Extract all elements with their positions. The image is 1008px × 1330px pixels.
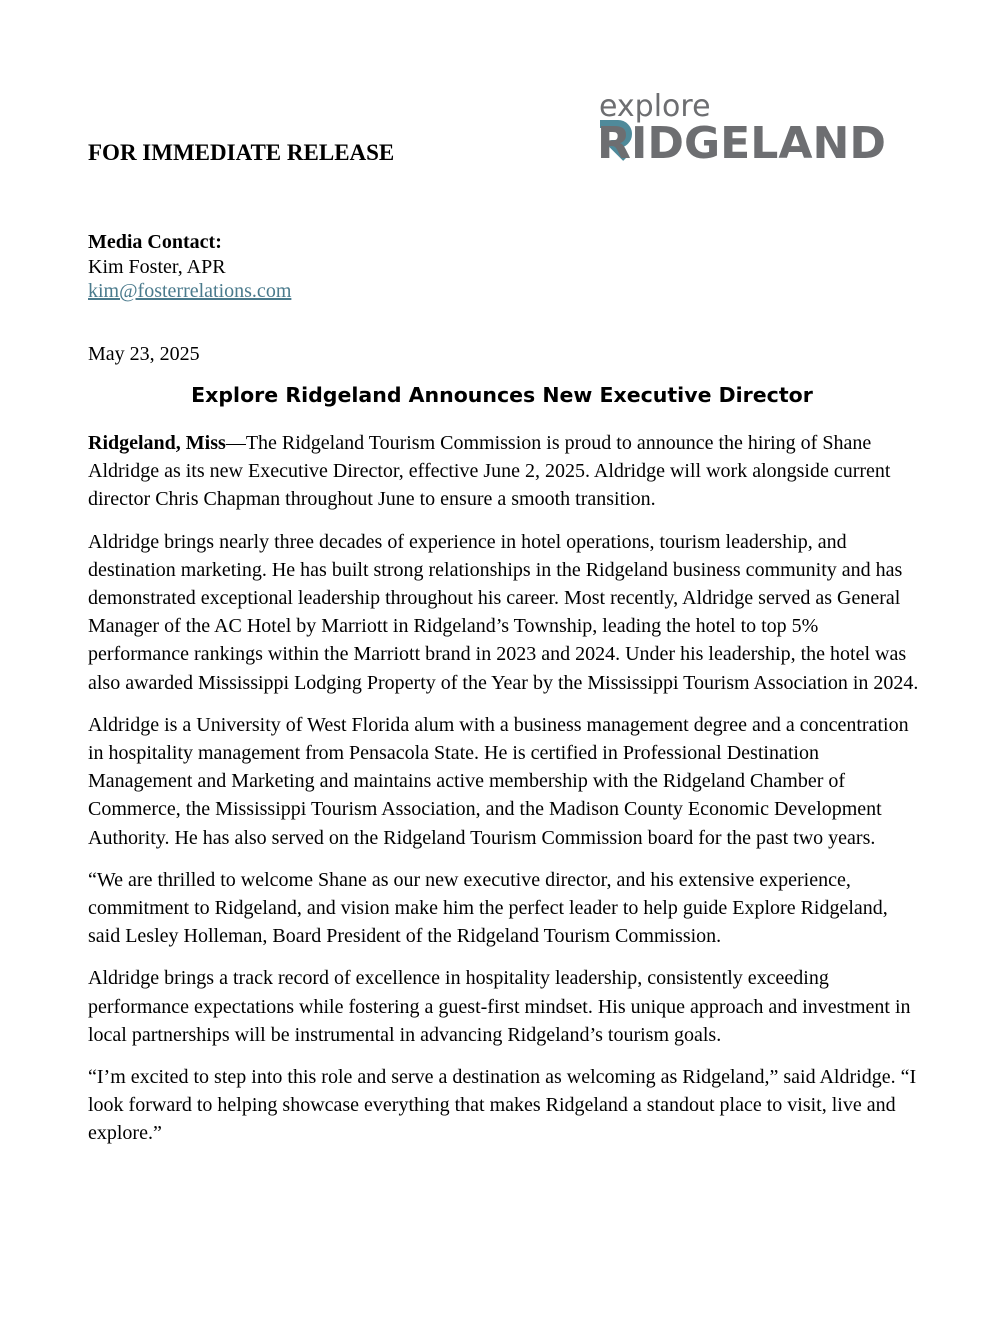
article-body bbox=[88, 429, 920, 1162]
paragraph-1-text: —The Ridgeland Tourism Commission is proud to announce the hiring of Shane Aldridge as its new Executive Director, effective June 2, 2025. Aldridge will work alongside current director Chris Chapman throughout June to ensure a smooth transition. bbox=[88, 432, 891, 511]
explore-ridgeland-logo bbox=[596, 88, 896, 164]
logo-top-word: explore bbox=[599, 89, 711, 124]
paragraph-5: Aldridge brings a track record of excellence in hospitality leadership, consistently exceeding performance expectations while fostering a guest-first mindset. His unique approach and investment in local partnerships will be instrumental in advancing Ridgeland’s tourism goals. bbox=[88, 967, 911, 1046]
logo-mark bbox=[596, 88, 896, 164]
paragraph-6: “I’m excited to step into this role and serve a destination as welcoming as Ridgeland,” said Aldridge. “I look forward to helping showcase everything that makes Ridgeland a standout place to visit, live and explore.” bbox=[88, 1066, 917, 1145]
paragraph-2: Aldridge brings nearly three decades of experience in hotel operations, tourism leadership, and destination marketing. He has built strong relationships in the Ridgeland business community and has demonstrated exceptional leadership throughout his career. Most recently, Aldridge served as General Manager of the AC Hotel by Marriott in Ridgeland’s Township, leading the hotel to top 5% performance rankings within the Marriott brand in 2023 and 2024. Under his leadership, the hotel was also awarded Mississippi Lodging Property of the Year by the Mississippi Tourism Association in 2024. bbox=[88, 530, 919, 694]
media-contact-block bbox=[88, 230, 291, 304]
release-label: FOR IMMEDIATE RELEASE bbox=[88, 140, 395, 165]
headline: Explore Ridgeland Announces New Executive Director bbox=[191, 383, 813, 407]
paragraph-1 bbox=[88, 429, 920, 514]
paragraph-4: “We are thrilled to welcome Shane as our new executive director, and his extensive experience, commitment to Ridgeland, and vision make him the perfect leader to help guide Explore Ridgeland, said Lesley Holleman, Board President of the Ridgeland Tourism Commission. bbox=[88, 868, 888, 948]
media-contact-label: Media Contact: bbox=[88, 231, 222, 253]
media-contact-name: Kim Foster, APR bbox=[88, 255, 226, 278]
dateline: Ridgeland, Miss bbox=[88, 432, 226, 454]
release-date: May 23, 2025 bbox=[88, 343, 200, 365]
paragraph-3: Aldridge is a University of West Florida alum with a business management degree and a concentration in hospitality management from Pensacola State. He is certified in Professional Destination Management and Marketing and maintains active membership with the Ridgeland Chamber of Commerce, the Mississippi Tourism Association, and the Madison County Economic Development Authority. He has also served on the Ridgeland Tourism Commission board for the past two years. bbox=[88, 713, 909, 849]
logo-main-word: RIDGELAND bbox=[597, 118, 886, 164]
media-contact-email-link[interactable]: kim@fosterrelations.com bbox=[88, 280, 292, 302]
